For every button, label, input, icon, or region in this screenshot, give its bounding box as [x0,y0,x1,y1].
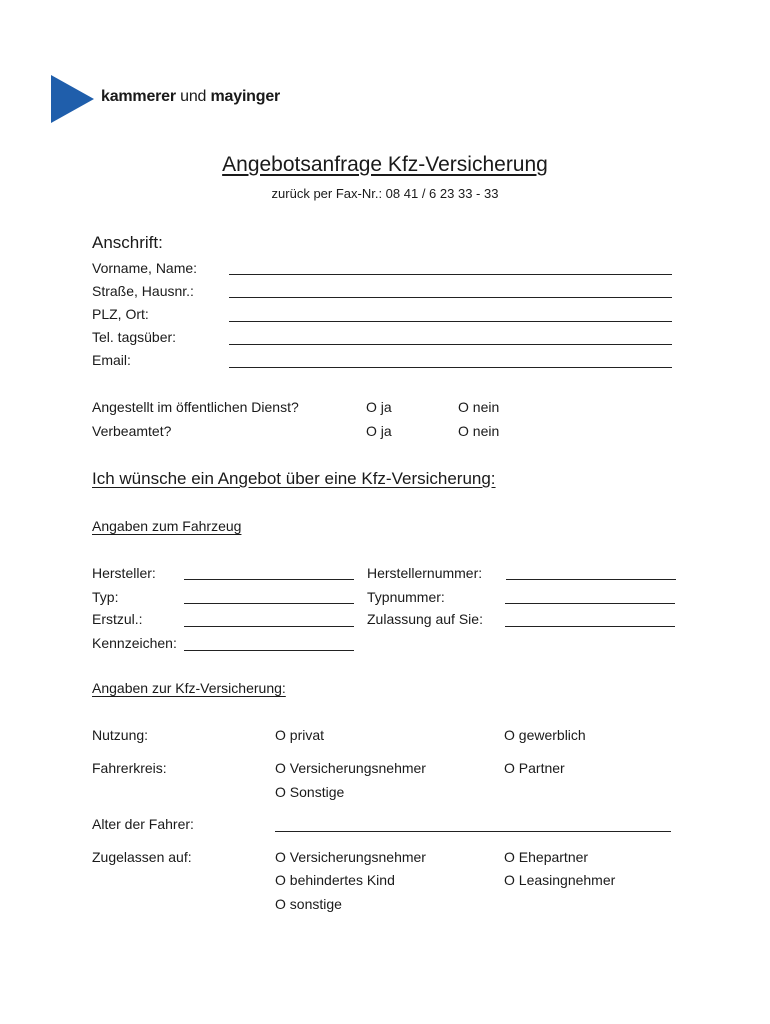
manufacturer-number-input-line[interactable] [506,579,676,580]
logo-triangle-icon [51,75,94,123]
driver-age-input-line[interactable] [275,831,671,832]
registered-policyholder-option[interactable]: O Versicherungsnehmer [275,849,426,865]
usage-label: Nutzung: [92,727,149,743]
manufacturer-label: Hersteller: [92,565,156,581]
field-label-email: Email: [92,352,131,368]
question-public-service: Angestellt im öffentlichen Dienst? [92,399,299,415]
registered-lessee-option[interactable]: O Leasingnehmer [504,872,616,888]
insurance-section-heading: Angaben zur Kfz-Versicherung: [92,680,286,696]
registered-spouse-option[interactable]: O Ehepartner [504,849,589,865]
registered-disabled-child-option[interactable]: O behindertes Kind [275,872,395,888]
driver-age-label: Alter der Fahrer: [92,816,194,832]
logo-part-3: mayinger [210,88,281,105]
first-registration-input-line[interactable] [184,626,354,627]
email-input-line[interactable] [229,367,672,368]
registration-on-you-label: Zulassung auf Sie: [367,611,483,627]
manufacturer-input-line[interactable] [184,579,354,580]
usage-private-option[interactable]: O privat [275,727,325,743]
registered-other-option[interactable]: O sonstige [275,896,342,912]
first-registration-label: Erstzul.: [92,611,143,627]
vehicle-section-heading: Angaben zum Fahrzeug [92,518,242,534]
field-label-phone: Tel. tagsüber: [92,329,177,345]
field-label-city: PLZ, Ort: [92,306,149,322]
anschrift-heading: Anschrift: [92,233,163,252]
phone-input-line[interactable] [229,344,672,345]
registered-to-label: Zugelassen auf: [92,849,192,865]
public-service-yes-option[interactable]: O ja [366,399,392,415]
civil-servant-no-option[interactable]: O nein [458,423,500,439]
logo-part-2: und [180,88,207,105]
question-civil-servant: Verbeamtet? [92,423,172,439]
civil-servant-yes-option[interactable]: O ja [366,423,392,439]
driver-group-partner-option[interactable]: O Partner [504,760,565,776]
street-input-line[interactable] [229,297,672,298]
manufacturer-number-label: Herstellernummer: [367,565,483,581]
driver-group-policyholder-option[interactable]: O Versicherungsnehmer [275,760,426,776]
city-input-line[interactable] [229,321,672,322]
page-title: Angebotsanfrage Kfz-Versicherung [222,153,548,176]
type-label: Typ: [92,589,119,605]
registration-on-you-input-line[interactable] [505,626,675,627]
type-number-input-line[interactable] [505,603,675,604]
field-label-name: Vorname, Name: [92,260,198,276]
usage-commercial-option[interactable]: O gewerblich [504,727,586,743]
name-input-line[interactable] [229,274,672,275]
public-service-no-option[interactable]: O nein [458,399,500,415]
driver-group-label: Fahrerkreis: [92,760,167,776]
offer-request-heading: Ich wünsche ein Angebot über eine Kfz-Versicherung: [92,469,496,488]
license-plate-input-line[interactable] [184,650,354,651]
field-label-street: Straße, Hausnr.: [92,283,194,299]
driver-group-other-option[interactable]: O Sonstige [275,784,345,800]
type-number-label: Typnummer: [367,589,445,605]
logo-text [101,88,280,106]
license-plate-label: Kennzeichen: [92,635,177,651]
type-input-line[interactable] [184,603,354,604]
logo-part-1: kammerer [101,88,176,105]
fax-line: zurück per Fax-Nr.: 08 41 / 6 23 33 - 33 [271,186,499,201]
